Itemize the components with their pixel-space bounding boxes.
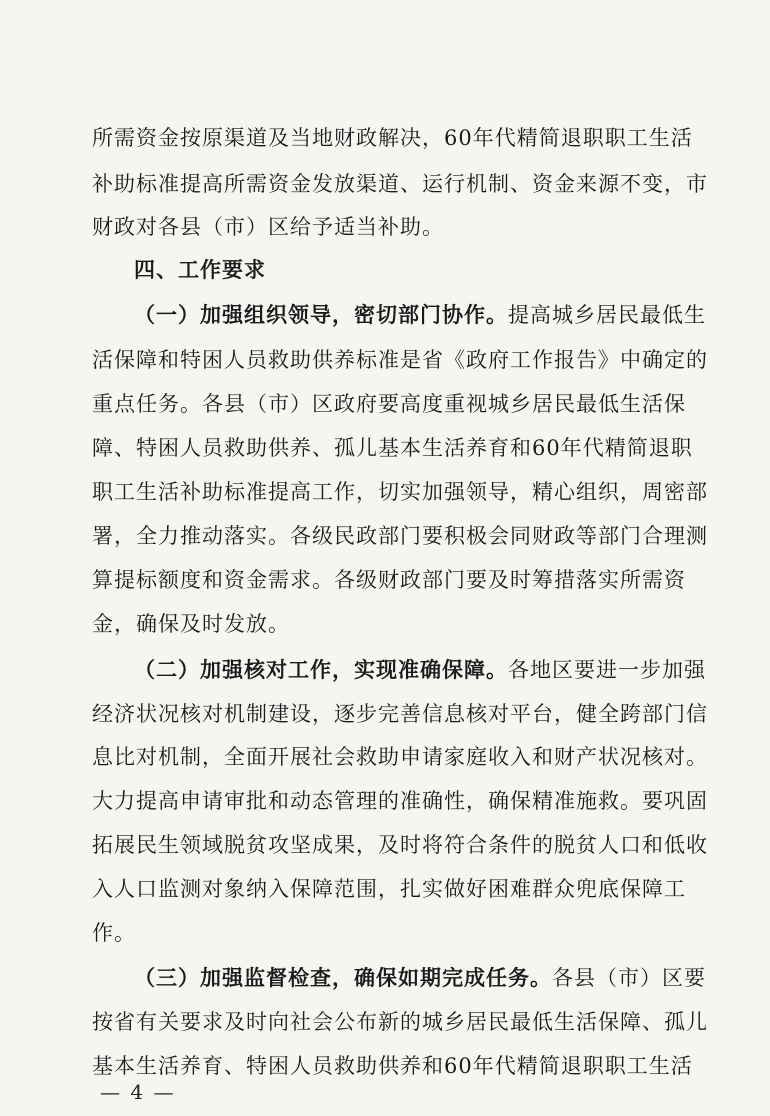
text-line: 金，确保及时发放。 [92, 612, 290, 636]
text-line: 补助标准提高所需资金发放渠道、运行机制、资金来源不变，市 [92, 172, 708, 196]
text-line: 职工生活补助标准提高工作，切实加强领导，精心组织，周密部 [92, 480, 708, 504]
text-line: 作。 [92, 921, 136, 945]
paragraph-1-text: 提高城乡居民最低生 [508, 303, 706, 327]
text-line: 重点任务。各县（市）区政府要高度重视城乡居民最低生活保 [92, 392, 686, 416]
paragraph-3-first-line [134, 958, 706, 998]
text-line: 基本生活养育、特困人员救助供养和60年代精简退职职工生活 [92, 1054, 693, 1078]
text-line: 财政对各县（市）区给予适当补助。 [92, 215, 444, 239]
paragraph-2-first-line [134, 650, 706, 690]
paragraph-2-text: 各地区要进一步加强 [508, 658, 706, 682]
text-line: 署，全力推动落实。各级民政部门要积极会同财政等部门合理测 [92, 524, 708, 548]
paragraph-1-first-line [134, 295, 706, 335]
text-line: 障、特困人员救助供养、孤儿基本生活养育和60年代精简退职 [92, 436, 693, 460]
text-line: 息比对机制，全面开展社会救助申请家庭收入和财产状况核对。 [92, 745, 708, 769]
paragraph-3-text: 各县（市）区要 [552, 966, 706, 990]
paragraph-2-title: （二）加强核对工作，实现准确保障。 [134, 657, 508, 682]
page-number: — 4 — [100, 1080, 176, 1104]
text-line: 经济状况核对机制建设，逐步完善信息核对平台，健全跨部门信 [92, 702, 708, 726]
text-line: 算提标额度和资金需求。各级财政部门要及时筹措落实所需资 [92, 568, 686, 592]
section-heading: 四、工作要求 [134, 257, 266, 282]
paragraph-3-title: （三）加强监督检查，确保如期完成任务。 [134, 965, 552, 990]
text-line: 活保障和特困人员救助供养标准是省《政府工作报告》中确定的 [92, 348, 708, 372]
paragraph-1-title: （一）加强组织领导，密切部门协作。 [134, 302, 508, 327]
text-line: 按省有关要求及时向社会公布新的城乡居民最低生活保障、孤儿 [92, 1010, 708, 1034]
text-line: 大力提高申请审批和动态管理的准确性，确保精准施救。要巩固 [92, 789, 708, 813]
text-line: 所需资金按原渠道及当地财政解决，60年代精简退职职工生活 [92, 126, 693, 150]
text-line: 入人口监测对象纳入保障范围，扎实做好困难群众兜底保障工 [92, 877, 686, 901]
text-line: 拓展民生领域脱贫攻坚成果，及时将符合条件的脱贫人口和低收 [92, 833, 708, 857]
